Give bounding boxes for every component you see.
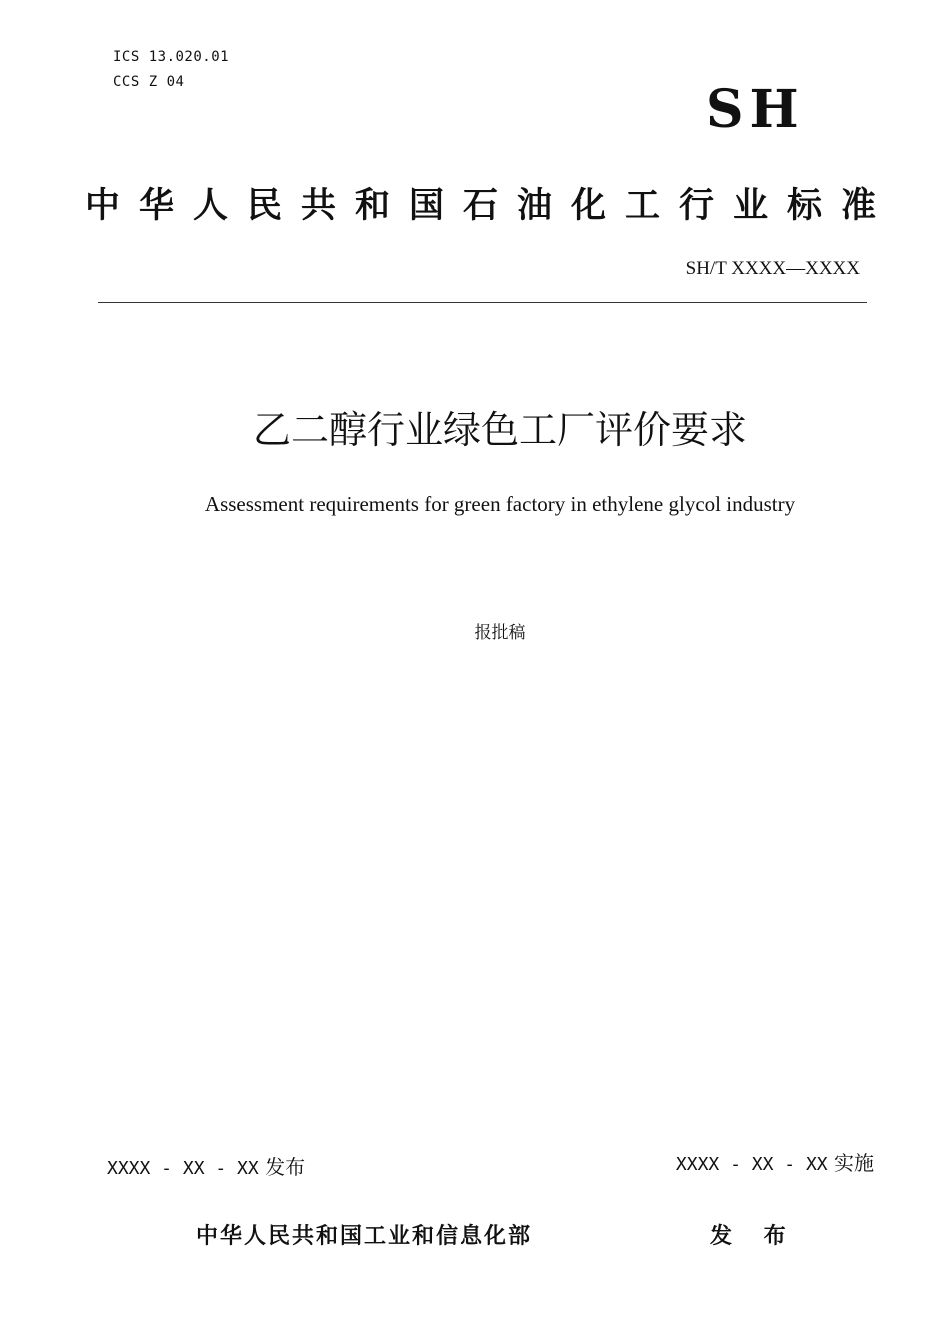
ics-code: ICS 13.020.01 xyxy=(113,49,230,65)
issue-date-line xyxy=(107,1154,305,1182)
document-title-chinese: 乙二醇行业绿色工厂评价要求 xyxy=(252,408,747,452)
issue-date: XXXX - XX - XX xyxy=(107,1158,259,1179)
sh-logo: SH xyxy=(706,79,805,140)
issue-label: 发布 xyxy=(265,1155,306,1179)
implementation-date-line xyxy=(676,1150,874,1178)
standard-number: SH/T XXXX—XXXX xyxy=(685,258,860,279)
publish-label: 发 布 xyxy=(710,1224,798,1249)
ccs-code: CCS Z 04 xyxy=(113,74,185,90)
draft-status: 报批稿 xyxy=(474,623,526,643)
header-divider xyxy=(98,302,867,303)
document-title-english: Assessment requirements for green factory in ethylene glycol industry xyxy=(204,492,796,516)
implementation-label: 实施 xyxy=(834,1151,874,1175)
issuing-authority: 中华人民共和国工业和信息化部 xyxy=(196,1224,533,1249)
implementation-date: XXXX - XX - XX xyxy=(675,1154,828,1175)
standard-category-title: 中华人民共和国石油化工行业标准 xyxy=(84,186,895,226)
